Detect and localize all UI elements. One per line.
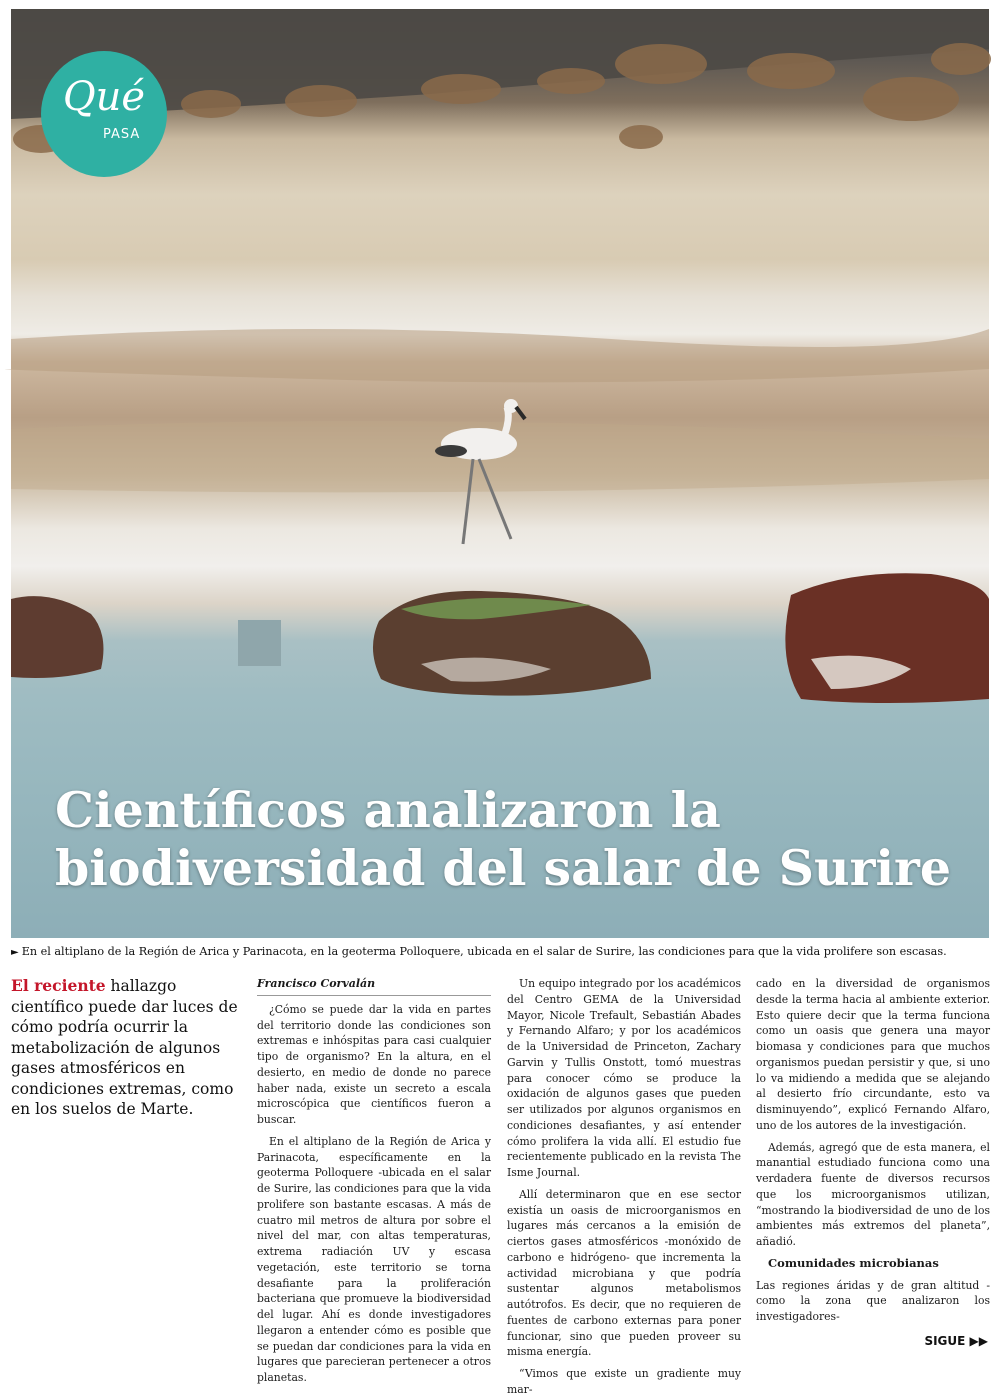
col3-paragraph-2: Además, agregó que de esta manera, el manantial estudiado funciona como una verdadera fuente de diversos recursos que los microorganismos utilizan, “mostrando la biodiversidad de uno de los ambientes más extremos del planeta”, añadió. (756, 1140, 990, 1248)
col2-paragraph-1: Un equipo integrado por los académicos del Centro GEMA de la Universidad Mayor, Nicole Trefault, Sebastián Abades y Fernando Alfaro; y por los académicos de la Universidad de Princeton, Zachary Garvin y Tullis Onstott, tomó muestras para conocer cómo se produce la oxidación de algunos gases que pueden ser utilizados por algunos organismos en condiciones desafiantes, y así entender cómo prolifera la vida allí. El estudio fue recientemente publicado en la revista The Isme Journal. (507, 977, 741, 1179)
col2-paragraph-3: “Vimos que existe un gradiente muy mar- (507, 1367, 741, 1396)
article-column-2 (507, 976, 741, 1398)
continue-indicator: SIGUE ▶▶ (924, 1334, 988, 1348)
col3-paragraph-3: Las regiones áridas y de gran altitud -como la zona que analizaron los investigadores- (756, 1278, 990, 1323)
byline: Francisco Corvalán (257, 976, 491, 996)
lead-paragraph (11, 976, 243, 1120)
col3-paragraph-1: cado en la diversidad de organismos desde la terma hacia al ambiente exterior. Esto quiere decir que la terma funciona como un oasis que genera una mayor biomasa y condiciones para que muchos organismos puedan persistir y que, si uno lo va midiendo a medida que se alejando al desierto frío circundante, esto va disminuyendo”, explicó Fernando Alfaro, uno de los autores de la investigación. (756, 977, 990, 1132)
caption-text: En el altiplano de la Región de Arica y Parinacota, en la geoterma Polloquere, ubicada en el salar de Surire, las condiciones para que la vida prolifere son escasas. (21, 945, 947, 958)
que-pasa-badge (41, 51, 167, 177)
lead-highlight: El reciente (11, 976, 106, 995)
headline-line-2: biodiversidad del salar de Surire (55, 839, 952, 897)
lead-text: hallazgo científico puede dar luces de cómo podría ocurrir la metabolización de algunos gases atmosféricos en condiciones extremas, como en los suelos de Marte. (11, 977, 238, 1118)
photo-caption (11, 944, 991, 961)
col1-paragraph-1: ¿Cómo se puede dar la vida en partes del territorio donde las condiciones son extremas e inhóspitas para casi cualquier tipo de organismo? En la altura, en el desierto, en medio de donde no parece haber nada, existe un secreto a escala microscópica que científicos fueron a buscar. (257, 1002, 491, 1126)
col1-paragraph-2: En el altiplano de la Región de Arica y Parinacota, específicamente en la geoterma Polloquere -ubicada en el salar de Surire, las condiciones para que la vida prolifere son bastante escasas. A más de cuatro mil metros de altura por sobre el nivel del mar, con altas temperaturas, extrema radiación UV y escasa vegetación, este territorio se torna desafiante para la proliferación bacteriana que promueve la biodiversidad del lugar. Ahí es donde investigadores llegaron a entender cómo es posible que se puedan dar condiciones para la vida en lugares que parecieran pertenecer a otros planetas. (257, 1134, 491, 1384)
col2-paragraph-2: Allí determinaron que en ese sector existía un oasis de microorganismos en lugares más cercanos a la emisión de ciertos gases atmosféricos -monóxido de carbono e hidrógeno- que incrementa la actividad microbiana y que podría sustentar algunos metabolismos autótrofos. Es decir, que no requieren de fuentes de carbono externas para poner funcionar, sino que pueden proveer su misma energía. (507, 1187, 741, 1359)
section-subhead: Comunidades microbianas (768, 1255, 939, 1270)
badge-sub: PASA (103, 127, 141, 142)
caption-marker-icon: ► (11, 947, 19, 958)
article-headline (55, 781, 955, 897)
badge-word: Qué (62, 74, 146, 120)
article-column-1 (257, 976, 491, 1386)
hero-photo (11, 9, 989, 938)
headline-line-1: Científicos analizaron la (55, 781, 721, 839)
article-column-3 (756, 976, 990, 1325)
